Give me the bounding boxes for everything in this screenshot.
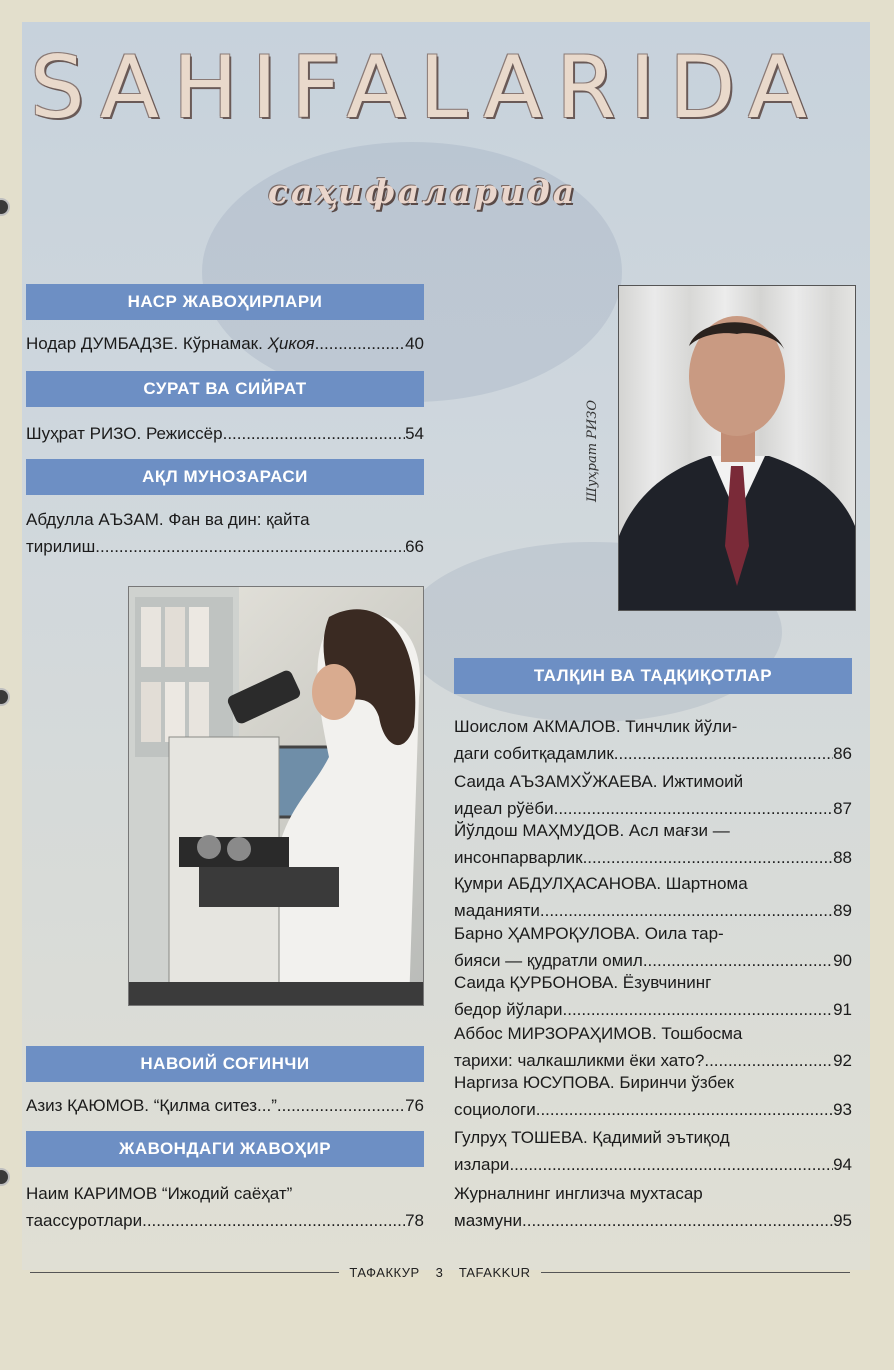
entry-line1: Саида АЪЗАМХЎЖАЕВА. Ижтимоий xyxy=(454,772,744,791)
toc-entry[interactable] xyxy=(454,817,852,871)
entry-page: 66 xyxy=(405,537,424,556)
section-heading-navoiy: НАВОИЙ СОҒИНЧИ xyxy=(26,1046,424,1082)
photo-caption: Шуҳрат РИЗО xyxy=(585,400,600,502)
entry-title-line2: таассуротлари xyxy=(26,1211,143,1230)
entry-line1: Саида ҚУРБОНОВА. Ёзувчининг xyxy=(454,973,712,992)
scientist-microscope-photo xyxy=(128,586,424,1006)
toc-entry[interactable] xyxy=(454,870,852,924)
entry-page: 94 xyxy=(833,1155,852,1174)
entry-line1: Гулруҳ ТОШЕВА. Қадимий эътиқод xyxy=(454,1128,730,1147)
entry-page: 89 xyxy=(833,901,852,920)
entry-page: 54 xyxy=(405,424,424,443)
footer-label-latin: TAFAKKUR xyxy=(458,1264,531,1280)
entry-page: 90 xyxy=(833,951,852,970)
entry-line2: даги собитқадамлик xyxy=(454,744,614,763)
entry-line2: мазмуни xyxy=(454,1211,523,1230)
entry-line1: Йўлдош МАҲМУДОВ. Асл мағзи — xyxy=(454,821,730,840)
toc-entry[interactable] xyxy=(454,768,852,822)
dot-leader xyxy=(277,1092,405,1119)
entry-title-line1: Фан ва дин: қайта xyxy=(168,510,310,529)
dot-leader xyxy=(583,844,834,871)
entry-title-line1: “Ижодий саёҳат” xyxy=(161,1184,293,1203)
toc-entry[interactable] xyxy=(454,1069,852,1123)
entry-line2: инсонпарварлик xyxy=(454,848,583,867)
dot-leader xyxy=(563,996,834,1023)
entry-author: Нодар ДУМБАДЗЕ. xyxy=(26,334,179,353)
entry-page: 76 xyxy=(405,1096,424,1115)
entry-title: Кўрнамак. xyxy=(182,334,263,353)
entry-author: Наим КАРИМОВ xyxy=(26,1184,158,1203)
toc-entry[interactable] xyxy=(26,420,424,447)
entry-title-line2: тирилиш xyxy=(26,537,96,556)
toc-entry[interactable] xyxy=(454,920,852,974)
binder-hole xyxy=(0,690,8,704)
entry-line2: тарихи: чалкашликми ёки хато? xyxy=(454,1051,705,1070)
entry-page: 88 xyxy=(833,848,852,867)
entry-page: 95 xyxy=(833,1211,852,1230)
page-title: SAHIFALARIDA xyxy=(30,38,821,138)
entry-line1: Журналнинг инглизча мухтасар xyxy=(454,1184,703,1203)
footer-rule xyxy=(30,1272,339,1273)
entry-author: Азиз ҚАЮМОВ. xyxy=(26,1096,150,1115)
section-heading-nasr: НАСР ЖАВОҲИРЛАРИ xyxy=(26,284,424,320)
dot-leader xyxy=(522,1207,833,1234)
entry-line1: Наргиза ЮСУПОВА. Биринчи ўзбек xyxy=(454,1073,734,1092)
entry-line1: Барно ҲАМРОҚУЛОВА. Оила тар- xyxy=(454,924,724,943)
section-heading-surat: СУРАТ ВА СИЙРАТ xyxy=(26,371,424,407)
entry-line2: бедор йўлари xyxy=(454,1000,563,1019)
photo-illustration xyxy=(129,587,423,1005)
toc-entry[interactable] xyxy=(454,969,852,1023)
dot-leader xyxy=(509,1151,833,1178)
portrait-illustration xyxy=(619,286,855,610)
toc-entry[interactable] xyxy=(454,713,852,767)
entry-line1: Қумри АБДУЛҲАСАНОВА. Шартнома xyxy=(454,874,748,893)
footer-rule xyxy=(541,1272,850,1273)
page-subtitle: саҳифаларида xyxy=(268,172,578,211)
toc-entry[interactable] xyxy=(26,1092,424,1119)
entry-title: Режиссёр xyxy=(145,424,223,443)
dot-leader xyxy=(223,420,405,447)
entry-line2: идеал рўёби xyxy=(454,799,554,818)
footer-label-cyrillic: ТАФАККУР xyxy=(349,1264,420,1280)
section-heading-talqin: ТАЛҚИН ВА ТАДҚИҚОТЛАР xyxy=(454,658,852,694)
dot-leader xyxy=(536,1096,833,1123)
entry-line2: маданияти xyxy=(454,901,540,920)
dot-leader xyxy=(95,533,405,560)
portrait-photo xyxy=(618,285,856,611)
page-footer xyxy=(30,1262,850,1282)
binder-hole xyxy=(0,200,8,214)
page-number: 3 xyxy=(435,1264,443,1280)
section-heading-aql: АҚЛ МУНОЗАРАСИ xyxy=(26,459,424,495)
toc-entry[interactable] xyxy=(454,1020,852,1074)
entry-line2: бияси — қудратли омил xyxy=(454,951,643,970)
toc-entry[interactable] xyxy=(454,1180,852,1234)
entry-title: “Қилма ситез...” xyxy=(153,1096,277,1115)
entry-page: 40 xyxy=(405,334,424,353)
entry-line1: Шоислом АКМАЛОВ. Тинчлик йўли- xyxy=(454,717,738,736)
entry-page: 92 xyxy=(833,1051,852,1070)
entry-line2: социологи xyxy=(454,1100,536,1119)
binder-hole xyxy=(0,1170,8,1184)
entry-line1: Аббос МИРЗОРАҲИМОВ. Тошбосма xyxy=(454,1024,743,1043)
dot-leader xyxy=(315,330,406,357)
section-heading-javondagi: ЖАВОНДАГИ ЖАВОҲИР xyxy=(26,1131,424,1167)
entry-page: 93 xyxy=(833,1100,852,1119)
entry-author: Шуҳрат РИЗО. xyxy=(26,424,142,443)
entry-page: 86 xyxy=(833,744,852,763)
dot-leader xyxy=(142,1207,405,1234)
toc-entry[interactable] xyxy=(26,330,424,357)
entry-line2: излари xyxy=(454,1155,510,1174)
toc-entry[interactable] xyxy=(454,1124,852,1178)
entry-genre: Ҳикоя xyxy=(267,334,315,353)
entry-page: 91 xyxy=(833,1000,852,1019)
entry-page: 78 xyxy=(405,1211,424,1230)
entry-author: Абдулла АЪЗАМ. xyxy=(26,510,164,529)
toc-entry[interactable] xyxy=(26,506,424,560)
dot-leader xyxy=(614,740,833,767)
toc-entry[interactable] xyxy=(26,1180,424,1234)
entry-page: 87 xyxy=(833,799,852,818)
